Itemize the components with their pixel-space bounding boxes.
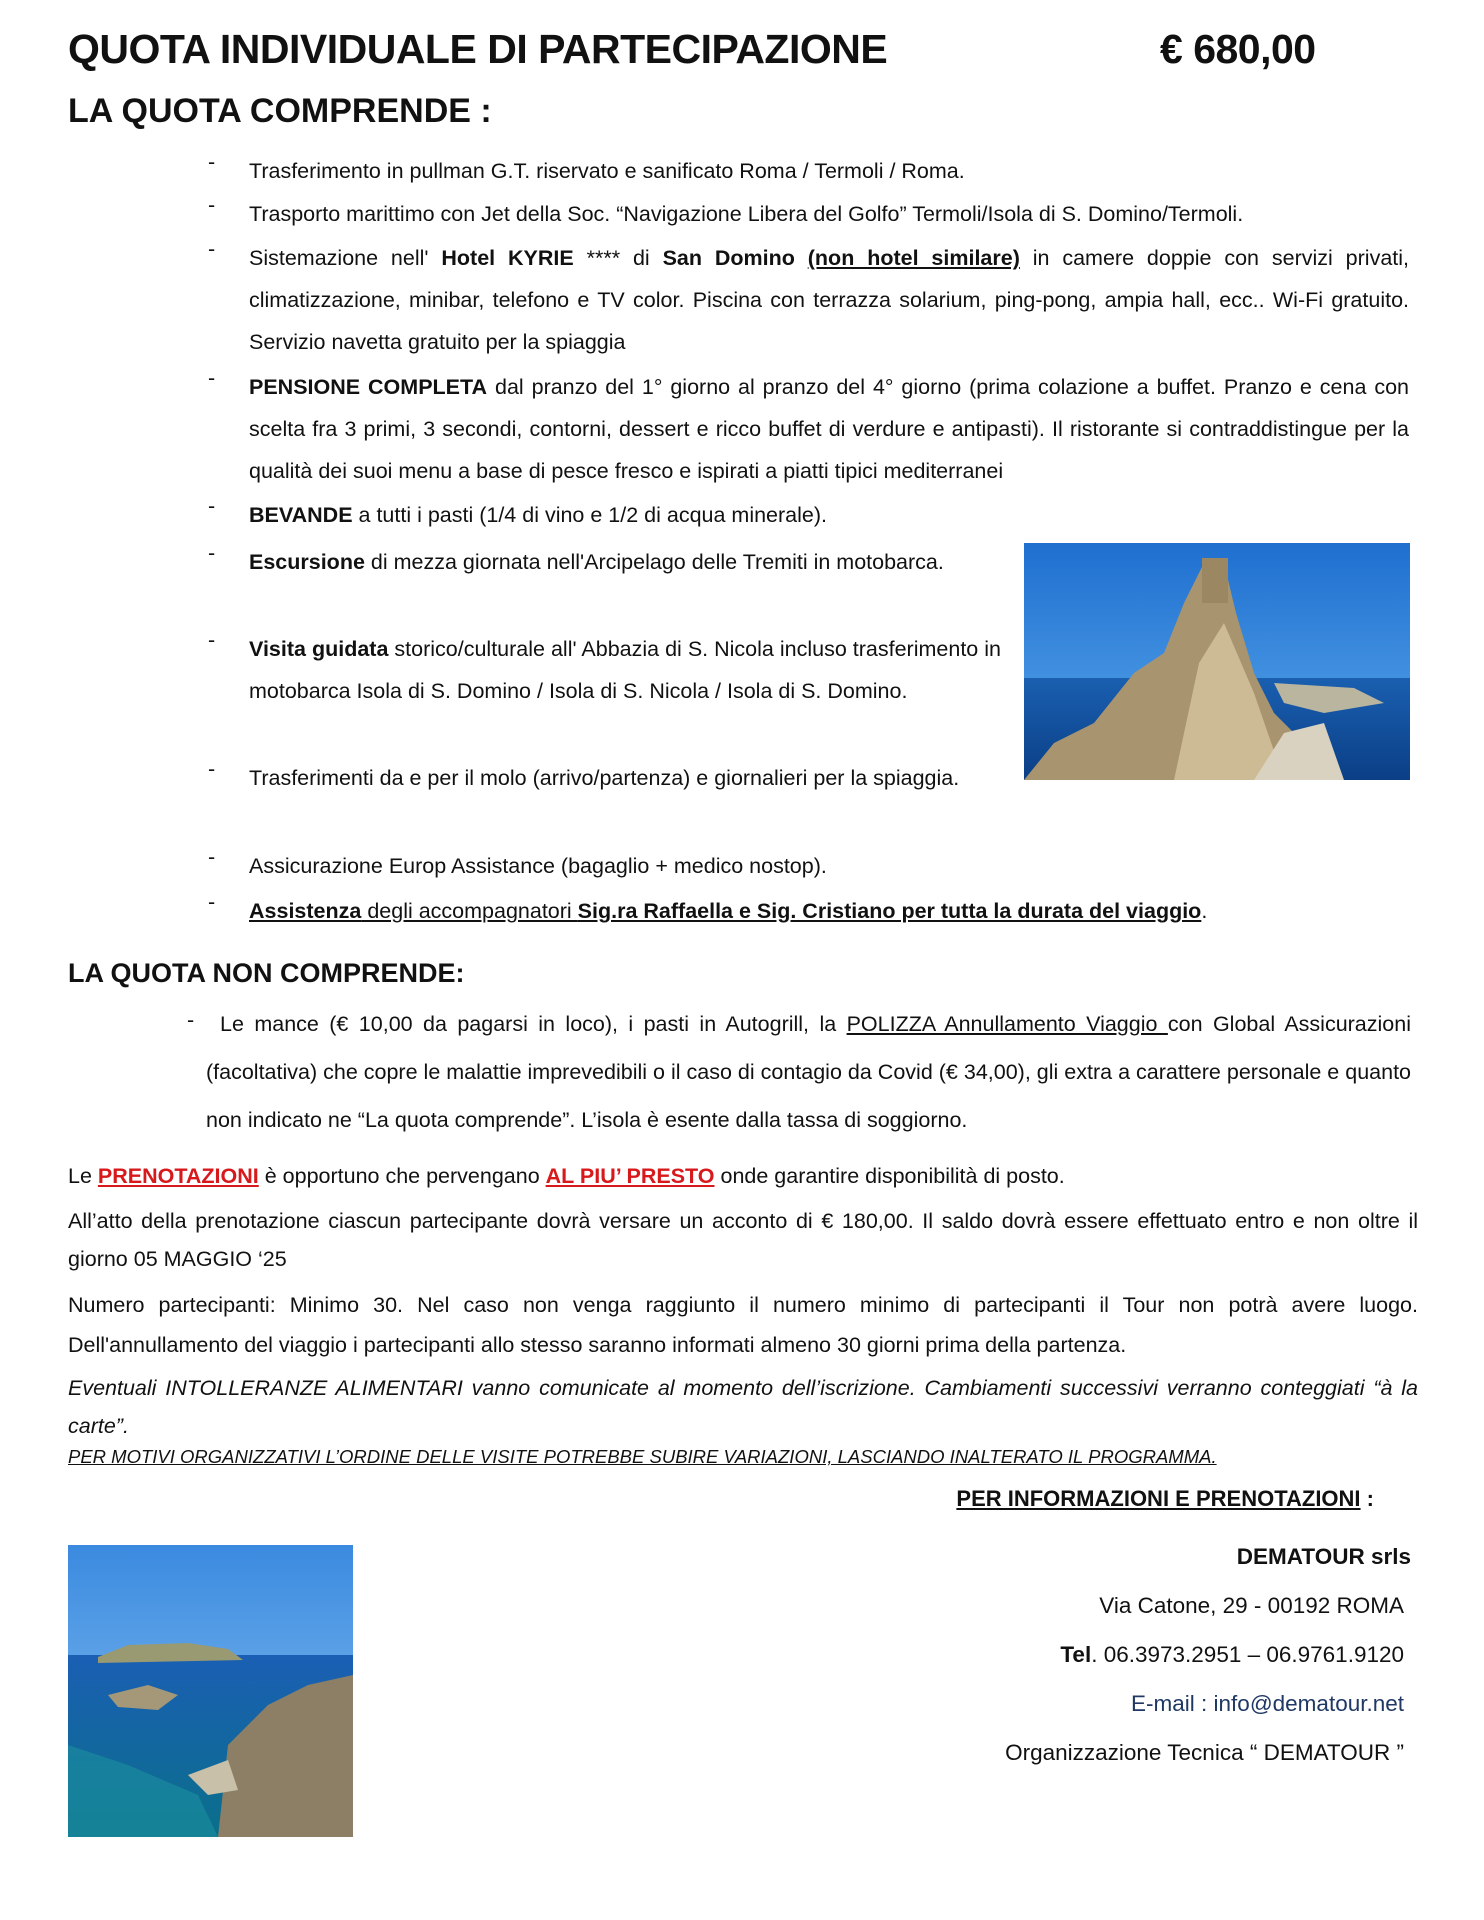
bullet-dash: - (208, 845, 216, 869)
technical-organizer: Organizzazione Tecnica “ DEMATOUR ” (1005, 1740, 1404, 1765)
includes-heading: LA QUOTA COMPRENDE : (68, 92, 492, 130)
excludes-item: Le mance (€ 10,00 da pagarsi in loco), i pasti in Autogrill, la POLIZZA Annullamento Viaggio con Global Assicurazioni (facoltativa) che copre le malattie imprevedibili o il caso di contagio da Covid (€ 34,00), gli extra a carattere personale e quanto non indicato ne “La quota comprende”. L’isola è esente dalla tassa di soggiorno. (206, 1012, 1411, 1132)
list-item: Trasferimento in pullman G.T. riservato e sanificato Roma / Termoli / Roma. (249, 159, 965, 183)
disclaimer-note: PER MOTIVI ORGANIZZATIVI L’ORDINE DELLE VISITE POTREBBE SUBIRE VARIAZIONI, LASCIANDO INALTERATO IL PROGRAMMA. (68, 1446, 1217, 1467)
bullet-dash: - (208, 628, 216, 652)
page-title: QUOTA INDIVIDUALE DI PARTECIPAZIONE (68, 26, 888, 72)
castle-photo (1024, 543, 1410, 780)
list-item: Trasporto marittimo con Jet della Soc. “Navigazione Libera del Golfo” Termoli/Isola di S. Domino/Termoli. (249, 202, 1244, 226)
bullet-dash: - (187, 1008, 195, 1032)
list-item: Sistemazione nell' Hotel KYRIE **** di San Domino (non hotel similare) in camere doppie con servizi privati, climatizzazione, minibar, telefono e TV color. Piscina con terrazza solarium, ping-pong, ampia hall, ecc.. Wi-Fi gratuito. Servizio navetta gratuito per la spiaggia (249, 246, 1410, 354)
bullet-dash: - (208, 237, 216, 261)
bullet-dash: - (208, 193, 216, 217)
list-item: BEVANDE a tutti i pasti (1/4 di vino e 1/2 di acqua minerale). (249, 503, 827, 527)
deposit-note: All’atto della prenotazione ciascun partecipante dovrà versare un acconto di € 180,00. Il saldo dovrà essere effettuato entro e non oltre il giorno 05 MAGGIO ‘25 (68, 1209, 1418, 1271)
excludes-heading: LA QUOTA NON COMPRENDE: (68, 958, 465, 988)
bullet-dash: - (208, 150, 216, 174)
company-email[interactable]: E-mail : info@dematour.net (1131, 1691, 1404, 1716)
tremiti-coastline-image-icon (68, 1545, 353, 1837)
bullet-dash: - (208, 366, 216, 390)
list-item: Escursione di mezza giornata nell'Arcipelago delle Tremiti in motobarca. (249, 550, 944, 574)
contact-heading: PER INFORMAZIONI E PRENOTAZIONI : (956, 1486, 1374, 1511)
coast-photo (68, 1545, 353, 1837)
list-item: Trasferimenti da e per il molo (arrivo/partenza) e giornalieri per la spiaggia. (249, 766, 960, 790)
list-item: Visita guidata storico/culturale all' Abbazia di S. Nicola incluso trasferimento in motobarca Isola di S. Domino / Isola di S. Nicola / Isola di S. Domino. (249, 637, 1001, 703)
participants-note: Numero partecipanti: Minimo 30. Nel caso non venga raggiunto il numero minimo di partecipanti il Tour non potrà avere luogo. Dell'annullamento del viaggio i partecipanti allo stesso saranno informati almeno 30 giorni prima della partenza. (68, 1293, 1418, 1357)
bullet-dash: - (208, 890, 216, 914)
list-item: Assistenza degli accompagnatori Sig.ra Raffaella e Sig. Cristiano per tutta la durata del viaggio. (249, 899, 1208, 923)
bullet-dash: - (208, 757, 216, 781)
booking-note: Le PRENOTAZIONI è opportuno che pervengano AL PIU’ PRESTO onde garantire disponibilità di posto. (68, 1164, 1065, 1188)
price: € 680,00 (1160, 26, 1316, 72)
intolerances-note: Eventuali INTOLLERANZE ALIMENTARI vanno comunicate al momento dell’iscrizione. Cambiamenti successivi verranno conteggiati “à la carte”. (68, 1376, 1418, 1438)
company-name: DEMATOUR srls (1236, 1544, 1411, 1569)
list-item: Assicurazione Europ Assistance (bagaglio + medico nostop). (249, 854, 827, 878)
list-item: PENSIONE COMPLETA dal pranzo del 1° giorno al pranzo del 4° giorno (prima colazione a buffet. Pranzo e cena con scelta fra 3 primi, 3 secondi, contorni, dessert e ricco buffet di verdure e antipasti). Il ristorante si contraddistingue per la qualità dei suoi menu a base di pesce fresco e ispirati a piatti tipici mediterranei (249, 375, 1409, 483)
company-address: Via Catone, 29 - 00192 ROMA (1099, 1593, 1404, 1618)
castle-on-cliff-image-icon (1024, 543, 1410, 780)
bullet-dash: - (208, 494, 216, 518)
bullet-dash: - (208, 541, 216, 565)
company-phone: Tel. 06.3973.2951 – 06.9761.9120 (1060, 1642, 1404, 1667)
